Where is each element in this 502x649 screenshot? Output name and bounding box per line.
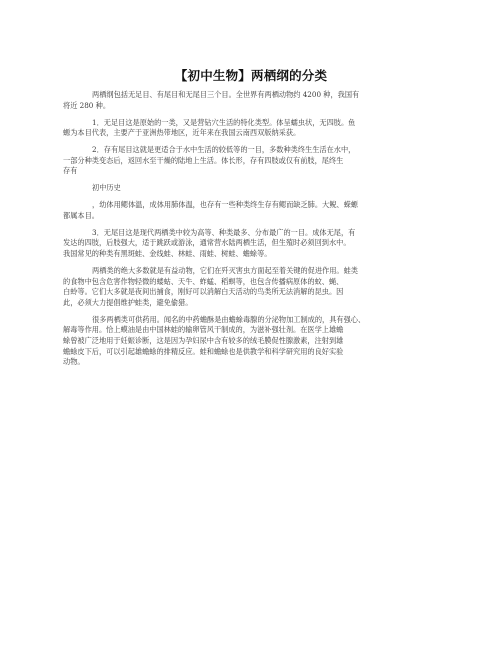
text-line: 3．无尾目这是现代两栖类中较为高等、种类最多、分布最广的一目。成体无尾，有 bbox=[92, 227, 356, 237]
document-title: 【初中生物】两栖纲的分类 bbox=[174, 68, 328, 83]
text-line: 都属本目。 bbox=[63, 210, 99, 220]
paragraph bbox=[92, 183, 432, 194]
text-line: 蟾蜍皮下后，可以引起雄蟾蜍的排精反应。蛙和蟾蜍也是供教学和科学研究用的良好实验 bbox=[63, 346, 344, 356]
text-line: 两栖类的绝大多数就是有益动物，它们在歼灭害虫方面起至着关键的促进作用。蛙类 bbox=[92, 266, 358, 276]
text-line: ，幼体用鳃体温，成体用肺体温，也存有一些种类终生存有鳃而缺乏肺。大鲵、蝾螈 bbox=[92, 200, 358, 210]
paragraph bbox=[63, 314, 432, 368]
text-line: 两栖纲包括无足目、有尾目和无尾目三个目。全世界有两栖动物约 4200 种，我国有 bbox=[92, 90, 360, 99]
text-line: 很多两栖类可供药用。闻名的中药蟾酥是由蟾蜍毒腺的分泌物加工制成的，具有强心、 bbox=[92, 314, 366, 324]
paragraph bbox=[63, 90, 432, 111]
paragraph bbox=[63, 145, 432, 177]
paragraph bbox=[63, 266, 432, 308]
paragraph bbox=[63, 227, 432, 260]
paragraph bbox=[63, 200, 432, 221]
text-line: 1．无足目这是原始的一类，又是营钻穴生活的特化类型。体呈蠕虫状，无四肢。鱼 bbox=[92, 117, 356, 127]
paragraph bbox=[63, 117, 432, 139]
text-line: 一部分种类变态后，返回水至干燥的陆地上生活。体长形，存有四肢或仅有前肢，尾终生 bbox=[63, 155, 344, 165]
text-line: 我国常见的种类有黑斑蛙、金线蛙、林蛙、雨蛙、树蛙、蟾蜍等。 bbox=[63, 249, 272, 259]
text-line: 2．存有尾目这就是更适合于水中生活的较低等的一目，多数种类终生生活在水中， bbox=[92, 145, 356, 155]
text-line: 蜍曾被广泛地用于妊娠诊断，这是因为孕妇尿中含有较多的绒毛膜促性腺激素，注射到雄 bbox=[63, 336, 344, 346]
text-line: 此，必须大力提倡维护蛙类，避免偷猎。 bbox=[63, 297, 193, 307]
text-line: 发达的四肢，后肢强大，适于跳跃或游泳，通常营水陆两栖生活，但生殖时必须回到水中。 bbox=[63, 238, 351, 248]
text-line: 白蛉等。它们大多就是夜间出捕食，刚好可以消解白天活动的鸟类所无法消解的昆虫。因 bbox=[63, 287, 344, 297]
document-body bbox=[63, 90, 432, 374]
text-line: 将近 280 种。 bbox=[63, 100, 111, 110]
text-line: 的食物中包含危害作物轻微的蝼蛄、天牛、蚱蜢、稻螟等，也包含传播病原体的蚊、蝇、 bbox=[63, 276, 344, 286]
text-line: 解毒等作用。恰上蟆油是由中国林蛙的输卵管风干制成的，为滋补强壮剂。在医学上雄蟾 bbox=[63, 325, 344, 335]
text-line: 存有 bbox=[63, 166, 78, 176]
text-line: 螈为本目代表，主要产于亚洲热带地区，近年来在我国云南西双版纳采获。 bbox=[63, 128, 301, 138]
text-line: 动物。 bbox=[63, 357, 85, 367]
text-line: 初中历史 bbox=[92, 183, 121, 193]
